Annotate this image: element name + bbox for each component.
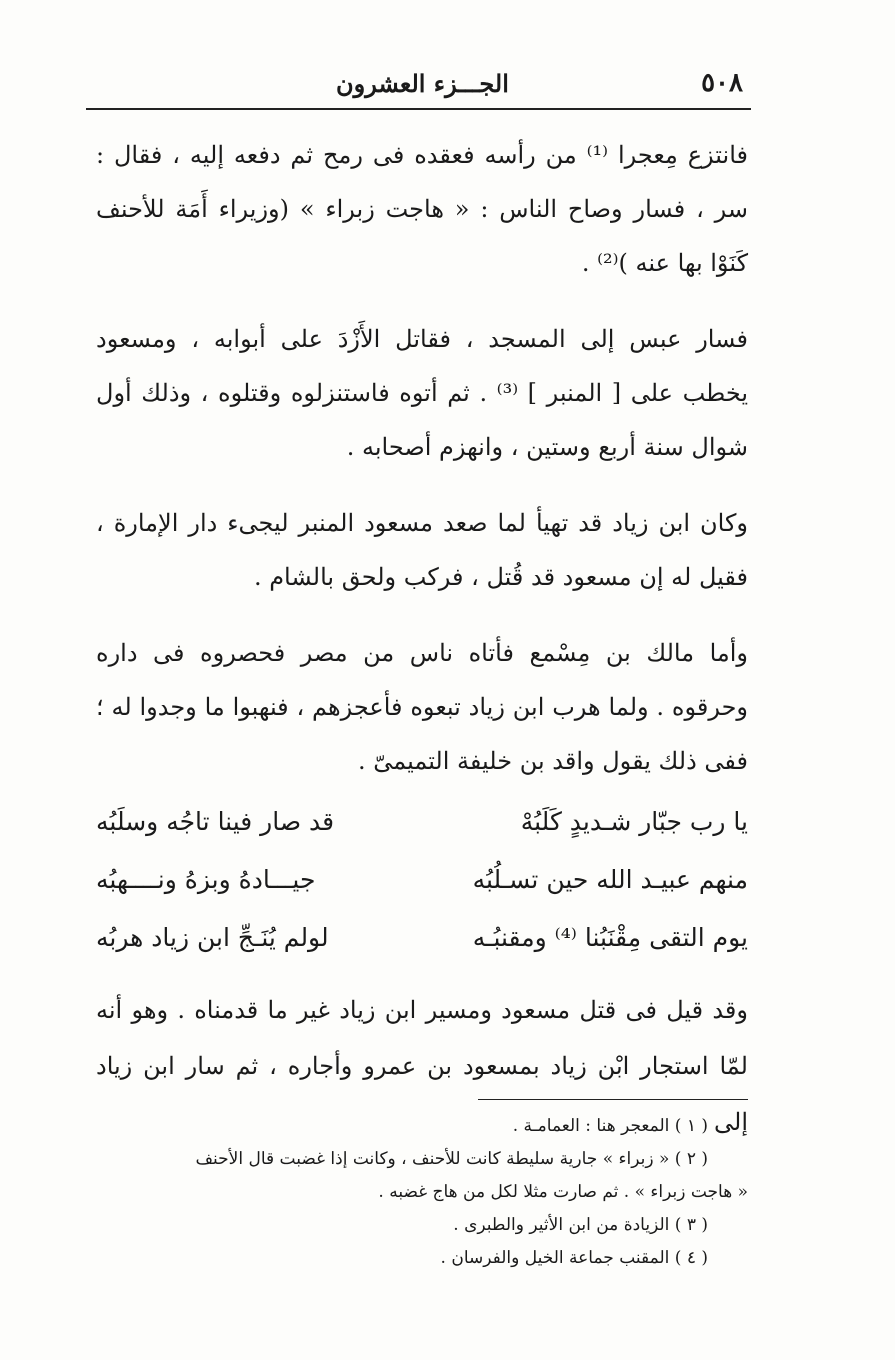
footnote: ( ١ ) المعجر هنا : العمامـة .: [512, 1116, 708, 1136]
running-title: الجـــزء العشرون: [336, 68, 509, 98]
main-text: [96, 128, 748, 788]
footnotes: [96, 1110, 748, 1275]
footnote-divider: [478, 1099, 748, 1100]
poem-verse: [96, 909, 748, 967]
poem-verse: [96, 851, 748, 909]
poem: [96, 793, 748, 967]
paragraph: فسار عبس إلى المسجد ، فقاتل الأَزْدَ على أبوابه ، ومسعود يخطب على [ المنبر ] ⁽³⁾ . ثم أتوه فاستنزلوه وقتلوه ، وذلك أول شوال سنة أربع وستين ، وانهزم أصحابه .: [96, 325, 749, 461]
verse-first-half: يا رب جبّار شـديدٍ كَلَبُهْ: [520, 807, 748, 836]
paragraph: وكان ابن زياد قد تهيأ لما صعد مسعود المنبر ليجىء دار الإمارة ، فقيل له إن مسعود قد قُتل ، فركب ولحق بالشام .: [96, 509, 748, 591]
paragraph: وأما مالك بن مِسْمع فأتاه ناس من مصر فحصروه فى داره وحرقوه . ولما هرب ابن زياد تبعوه فأعجزهم ، فنهبوا ما وجدوا له ؛ ففى ذلك يقول واقد بن خليفة التميمىّ .: [96, 639, 748, 775]
poem-verse: [96, 793, 748, 851]
page-header: [86, 58, 751, 108]
footnote: ( ٢ ) « زبراء » جارية سليطة كانت للأحنف ، وكانت إذا غضبت قال الأحنف: [195, 1149, 708, 1169]
verse-second-half: جيـــادهُ وبزهُ ونــــهبُه: [96, 865, 316, 894]
verse-second-half: لولم يُنَـجِّ ابن زياد هربُه: [96, 923, 329, 952]
verse-first-half: منهم عبيـد الله حين تسـلُبُه: [472, 865, 748, 894]
verse-first-half: يوم التقى مِقْنَبُنا ⁽⁴⁾ ومقنبُـه: [472, 923, 748, 952]
footnote: ( ٣ ) الزيادة من ابن الأثير والطبرى .: [453, 1215, 708, 1235]
paragraph: وقد قيل فى قتل مسعود ومسير ابن زياد غير ما قدمناه . وهو أنه لمّا استجار ابْن زياد بمسعود بن عمرو وأجاره ، ثم سار ابن زياد إلى: [96, 996, 748, 1136]
paragraph: فانتزع مِعجرا ⁽¹⁾ من رأسه فعقده فى رمح ثم دفعه إليه ، فقال : سر ، فسار وصاح الناس : « هاجت زبراء » (وزيراء أَمَة للأحنف كَنَوْا بها عنه )⁽²⁾ .: [96, 141, 748, 277]
footnote: ( ٤ ) المقنب جماعة الخيل والفرسان .: [440, 1248, 708, 1268]
header-divider: [86, 108, 751, 110]
footnote-continuation: « هاجت زبراء » . ثم صارت مثلا لكل من هاج غضبه .: [378, 1182, 748, 1202]
page-number: ٥٠٨: [701, 68, 743, 98]
verse-second-half: قد صار فينا تاجُه وسلَبُه: [96, 807, 335, 836]
